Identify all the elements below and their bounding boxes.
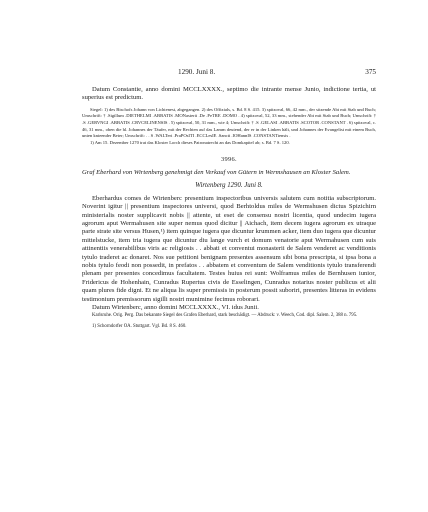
page-number: 375 [365,68,376,76]
seal-note: Siegel: 1) des Bischofs Johann von Lichtenest, abgegangen. 2) des Offizials, s. Bd. 8 S. 415. 3) spitzoval, 66, 42 mm., der sitzende Abt mit Stab und Buch; Umschrift: † .Sigillum .DIETHELMI .ABBATIS .MONasterii .De .PeTRE .DOMO . 4) spitzoval, 52, 33 mm., stehender Abt mit Stab und Buch; Umschrift: † .S .GERVNGI .ABBATIS .CRVCELINENSIS . 5) spitzoval, 50, 31 mm., wie 4; Umschrift: † .S .GELASI .ABBATIS .SCOTOR .CONSTANT . 6) spitzoval, c. 46, 31 mm., oben die hl. Johannes der Täufer, mit der Rechten auf das Lamm deutend, der er in der Linken hält, und Johannes der Evangelist mit einem Buch, unten knieender Beter; Umschrift: . . S .WALTeri .PraPOsITI .ECCLesIE .Sancti .IOHannIS .CONSTANTiensis . [82,106,376,139]
place-and-date [82,182,376,189]
previous-document-end [82,86,376,103]
charter-text [82,195,376,313]
running-header [82,68,376,80]
archive-note: Karlsruhe. Orig. Perg. Das bekannte Siegel des Grafen Eberhard, stark beschädigt. — Abdruck: v. Weech, Cod. dipl. Salem. 2, 388 n. 795. [92,313,358,319]
footnote: 1) Schorndorfer OA. Stuttgart. Vgl. Bd. 8 S. 460. [92,323,187,329]
seal-note: 1) Am 15. Dezember 1270 trat das Kloster Lorch dieses Patronatrecht an das Domkapitel ab; s. Bd. 7 S. 120. [90,139,290,145]
document-summary: Graf Eberhard von Wirtenberg genehmigt den Verkauf von Gütern in Wermshausen an Kloster Salem. [82,169,351,177]
charter-closing: Datum Wirtenberc, anno domini MCCLXXXX., VI. idus Junii. [92,304,259,312]
header-date: 1290. Juni 8. [178,68,216,76]
dating-paragraph: Datum Constantie, anno domini MCCLXXXX., septimo die intrante mense Junio, indictione tertia, ut superius est predictum. [82,86,376,102]
document-number: 3996. [221,156,237,164]
charter-paragraph: Eberhardus comes de Wirtenberc presentium inspectoribus universis salutem cum notitia subscriptorum. Noverint igitur || presentium inspectores universi, quod Berhtoldus miles de Wermshusen dictus Spizichirn ministerialis noster supplicavit nobis || attente, ut eset de consensu nostri licentia, quod undecim iugera agrorum aput Wermahusen site super nemus quod dicitur || Aichach, item decem iugera agrorum ex utraque parte strate site versus Husen,¹) item quinque iugera que dicuntur krummen acker, item duo iugera que dicuntur mittelstucke, item tria iugera que dicuntur diu lange vurch et domum venatorie aput Wermahusen cum suis attinentiis venerabilibus viris ac religiosis . . abbati et conventui monasterii de Salem venderet ac venditionis tytulo traderet ac donaret. Nos sue petitioni benignam presentes assensum sibi bona prescripta, si ipsa bona a nobis tytulo feodi non possedit, in prefatos . . abbatem et conventum de Salem venditionis tytulo transferendi plenam per presentes concedimus facultatem. Testes huius rei sunt: Wolframus miles de Bernhusen iunior, Fridericus de Hohenhain, Cunradus Rupertus civis de Esselingen, Cunradus notarius noster publicus et alii quam plures fide digni. Et ne aliqua lis super premissis in posterum possit suboriri, presentes litteras in evidens testimonium premissorum sigilli nostri munimine fecimus roborari. [82,194,376,303]
place-date-text: Wirtenberg 1290. Juni 8. [195,181,263,189]
seal-notes [82,107,376,147]
